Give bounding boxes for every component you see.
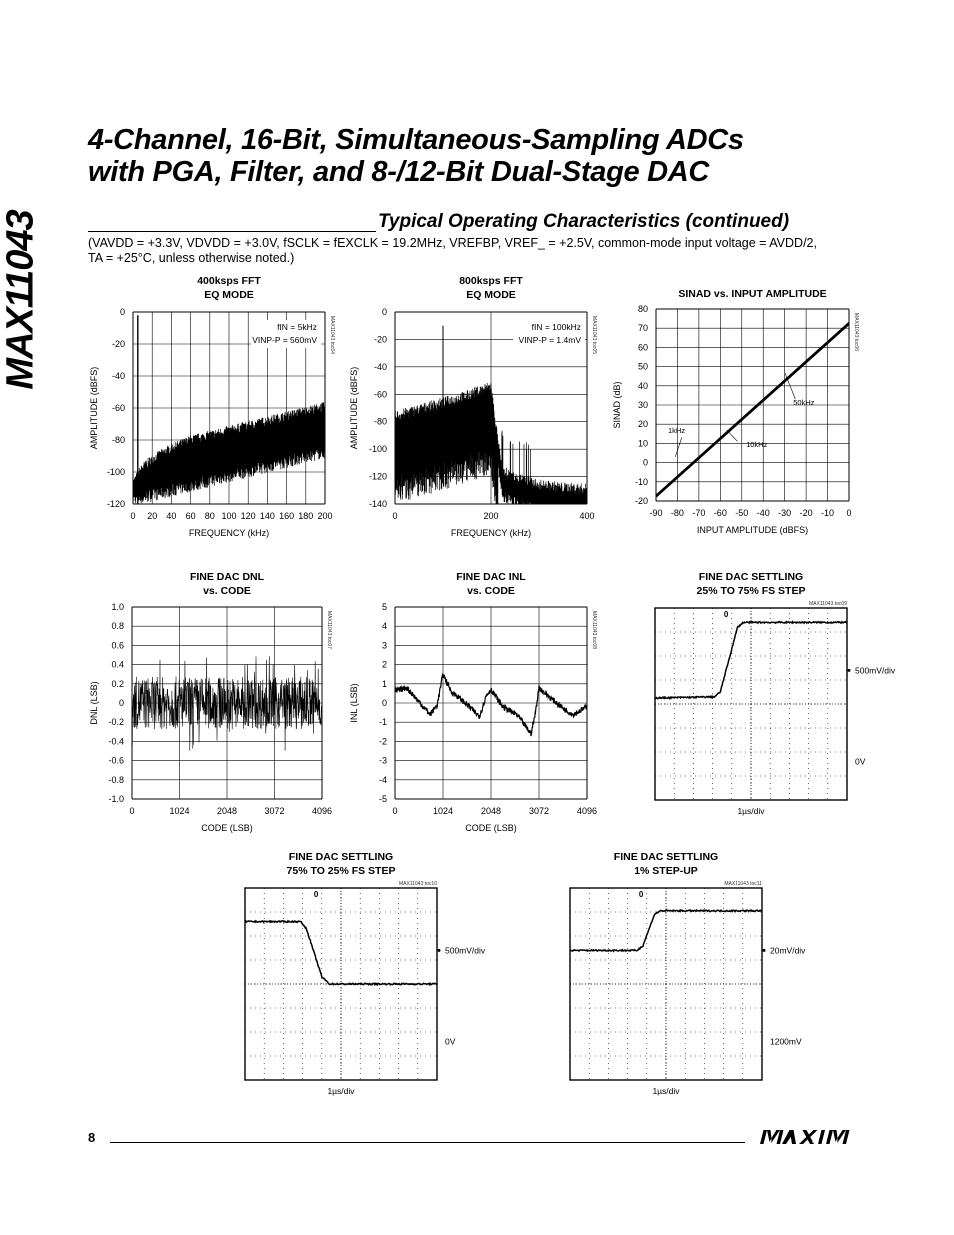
series-line-50kHz	[656, 322, 849, 495]
annotation-line: VINP-P = 560mV	[252, 335, 317, 345]
y-tick-label: 0.4	[111, 659, 124, 670]
x-axis-label: CODE (LSB)	[465, 823, 517, 833]
scale-marker	[848, 669, 851, 672]
chart-title-line: FINE DAC DNL	[189, 571, 265, 583]
y-tick-label: 2	[381, 659, 387, 670]
chart-fft-400ksps	[85, 272, 350, 542]
test-conditions	[88, 236, 868, 266]
y-tick-label: 60	[637, 342, 648, 353]
x-tick-label: -90	[649, 508, 663, 518]
chart-title-line: 75% TO 25% FS STEP	[286, 865, 396, 877]
x-tick-label: 120	[240, 511, 256, 521]
chart-title-line: 25% TO 75% FS STEP	[696, 585, 806, 597]
figure-code: MAX11043 toc04	[329, 316, 335, 354]
chart-title-line: vs. CODE	[203, 585, 251, 597]
x-tick-label: 100	[221, 511, 237, 521]
x-tick-label: 200	[317, 511, 333, 521]
y-tick-label: -20	[634, 496, 648, 506]
scale-label: 500mV/div	[445, 945, 486, 956]
logo-text: MAXIM	[812, 1142, 819, 1144]
chart-settling-25-75	[620, 568, 900, 826]
chart-settling-75-25	[210, 848, 490, 1106]
chart-title-line: 400ksps FFT	[197, 275, 261, 287]
y-tick-label: -20	[373, 334, 387, 345]
y-tick-label: 0	[642, 457, 648, 468]
chart-title-line: EQ MODE	[466, 289, 516, 301]
leader-line	[675, 438, 681, 457]
series-label-1khz: 1kHz	[668, 426, 686, 435]
y-tick-label: -1.0	[108, 794, 124, 804]
figure-code: MAX11043 toc07	[326, 611, 332, 649]
y-tick-label: 80	[637, 304, 648, 314]
figure-code: MAX11043 toc05	[591, 316, 597, 354]
x-axis-label: INPUT AMPLITUDE (dBFS)	[696, 525, 809, 535]
x-tick-label: 3072	[528, 806, 550, 816]
y-axis-label: DNL (LSB)	[89, 681, 99, 725]
y-axis-label: AMPLITUDE (dBFS)	[349, 366, 359, 450]
series-label-50khz: 50kHz	[793, 398, 815, 407]
y-tick-label: -120	[106, 499, 125, 509]
x-tick-label: -30	[778, 508, 792, 518]
x-tick-label: 3072	[264, 806, 285, 816]
annotation-line: fIN = 5kHz	[277, 322, 317, 332]
x-tick-label: -60	[713, 508, 727, 518]
x-tick-label: 2048	[216, 806, 238, 816]
chart-fine-dac-inl	[345, 568, 610, 838]
y-axis-label: AMPLITUDE (dBFS)	[89, 366, 99, 450]
y-tick-label: 0.6	[111, 640, 124, 651]
series-line-10kHz	[656, 323, 849, 496]
x-tick-label: -40	[756, 508, 770, 518]
test-conditions-line1: (VAVDD = +3.3V, VDVDD = +3.0V, fSCLK = fEXCLK = 19.2MHz, VREFBP, VREF_ = +2.5V, common-mode input voltage = AVDD/2,	[88, 236, 817, 250]
side-part-number-text: MAX11043	[0, 210, 42, 390]
y-tick-label: -0.4	[108, 736, 124, 747]
y-tick-label: -100	[106, 467, 125, 477]
x-tick-label: 200	[483, 511, 499, 521]
figure-code: MAX11043 toc08	[591, 611, 597, 649]
page-title	[88, 124, 888, 188]
x-tick-label: -70	[692, 508, 706, 518]
y-tick-label: 0	[119, 307, 125, 317]
x-tick-label: 2048	[480, 806, 502, 816]
y-tick-label: 1.0	[111, 602, 124, 612]
y-tick-label: -40	[111, 371, 125, 381]
figure-code: MAX11043 toc06	[853, 313, 859, 351]
y-tick-label: 5	[381, 602, 387, 612]
x-tick-label: -80	[670, 508, 684, 518]
y-tick-label: -3	[378, 755, 387, 766]
y-tick-label: 70	[637, 323, 648, 334]
trigger-marker: 0	[723, 610, 729, 619]
series-line-1kHz	[656, 324, 849, 497]
x-tick-label: 400	[579, 511, 595, 521]
y-tick-label: -60	[111, 403, 125, 413]
chart-title-line: FINE DAC SETTLING	[288, 851, 394, 863]
x-tick-label: 140	[259, 511, 275, 521]
chart-title-line: FINE DAC INL	[456, 571, 526, 583]
chart-title-line: 800ksps FFT	[459, 275, 523, 287]
y-tick-label: 40	[637, 380, 648, 391]
y-tick-label: -120	[368, 471, 387, 482]
y-tick-label: 0.2	[111, 678, 124, 689]
x-axis-label: FREQUENCY (kHz)	[450, 528, 532, 538]
y-tick-label: 10	[637, 438, 648, 449]
figure-code: MAX11043 toc11	[724, 881, 762, 887]
time-base-label: 1µs/div	[327, 1086, 355, 1096]
y-tick-label: 50	[637, 361, 648, 372]
x-tick-label: -20	[799, 508, 813, 518]
x-tick-label: 160	[279, 511, 295, 521]
y-tick-label: -0.2	[108, 717, 124, 728]
chart-title-line: FINE DAC SETTLING	[698, 571, 804, 583]
y-tick-label: -5	[378, 794, 387, 804]
y-tick-label: -80	[111, 435, 125, 445]
reference-label: 1200mV	[770, 1036, 802, 1047]
page-title-line2: with PGA, Filter, and 8-/12-Bit Dual-Stage DAC	[88, 156, 710, 188]
reference-label: 0V	[855, 756, 866, 767]
y-tick-label: 0.8	[111, 621, 124, 632]
annotation-line: fIN = 100kHz	[531, 322, 581, 332]
scale-marker	[763, 949, 766, 952]
reference-label: 0V	[445, 1036, 456, 1047]
x-tick-label: 4096	[576, 806, 598, 816]
y-tick-label: -20	[111, 339, 125, 349]
y-tick-label: -60	[373, 389, 387, 400]
chart-sinad-vs-amplitude	[608, 284, 868, 542]
scale-marker	[438, 949, 441, 952]
x-tick-label: 20	[147, 511, 158, 521]
leader-line	[727, 430, 738, 442]
x-tick-label: 1024	[169, 806, 190, 816]
y-tick-label: -0.8	[108, 774, 124, 785]
x-tick-label: 0	[129, 806, 135, 816]
chart-title-line: FINE DAC SETTLING	[613, 851, 719, 863]
trigger-marker: 0	[313, 890, 319, 899]
chart-title-line: vs. CODE	[467, 585, 515, 597]
y-tick-label: -4	[378, 774, 387, 785]
time-base-label: 1µs/div	[652, 1086, 680, 1096]
y-axis-label: INL (LSB)	[349, 683, 359, 723]
chart-settling-1pct	[535, 848, 815, 1106]
test-conditions-line2: TA = +25°C, unless otherwise noted.)	[88, 251, 295, 265]
y-tick-label: -40	[373, 361, 387, 372]
y-tick-label: 0	[381, 307, 387, 317]
x-tick-label: -50	[735, 508, 749, 518]
y-tick-label: -10	[634, 476, 648, 487]
y-tick-label: -140	[368, 499, 387, 509]
annotation-line: VINP-P = 1.4mV	[518, 335, 581, 345]
x-tick-label: 0	[392, 511, 398, 521]
maxim-logo	[758, 1128, 866, 1146]
x-tick-label: 180	[298, 511, 314, 521]
y-tick-label: 20	[637, 419, 648, 430]
chart-title-line: 1% STEP-UP	[634, 865, 698, 877]
x-tick-label: 4096	[311, 806, 333, 816]
y-tick-label: 30	[637, 400, 648, 410]
series-label-10khz: 10kHz	[746, 440, 768, 450]
y-tick-label: 0	[118, 698, 124, 708]
section-rule	[88, 231, 376, 232]
figure-code: MAX11043 toc09	[809, 601, 847, 607]
y-tick-label: -80	[373, 416, 387, 427]
chart-fine-dac-dnl	[85, 568, 350, 838]
scale-label: 20mV/div	[770, 945, 806, 956]
y-tick-label: 1	[381, 678, 387, 689]
trigger-marker: 0	[638, 890, 644, 899]
chart-fft-800ksps	[345, 272, 610, 542]
page-number: 8	[88, 1130, 96, 1145]
x-tick-label: 0	[130, 511, 136, 521]
chart-title-line: EQ MODE	[204, 289, 254, 301]
y-tick-label: -100	[368, 444, 387, 455]
y-tick-label: 4	[381, 621, 387, 632]
y-tick-label: -2	[378, 736, 387, 747]
x-axis-label: CODE (LSB)	[201, 823, 253, 833]
time-base-label: 1µs/div	[737, 806, 765, 816]
scale-label: 500mV/div	[855, 665, 896, 676]
y-tick-label: 3	[381, 640, 387, 651]
x-tick-label: 1024	[432, 806, 454, 816]
y-tick-label: 0	[381, 698, 387, 708]
y-axis-label: SINAD (dB)	[612, 381, 622, 429]
chart-title-line: SINAD vs. INPUT AMPLITUDE	[678, 288, 827, 300]
x-tick-label: 0	[392, 806, 398, 816]
y-tick-label: -1	[378, 717, 387, 728]
x-tick-label: -10	[821, 508, 835, 518]
page-title-line1: 4-Channel, 16-Bit, Simultaneous-Sampling ADCs	[88, 124, 744, 156]
x-tick-label: 60	[185, 511, 196, 521]
footer-rule	[110, 1142, 745, 1143]
x-tick-label: 80	[204, 511, 215, 521]
x-tick-label: 40	[166, 511, 177, 521]
x-tick-label: 0	[846, 508, 852, 518]
y-tick-label: -0.6	[108, 755, 124, 766]
side-part-number	[0, 200, 62, 400]
figure-code: MAX11043 toc10	[399, 881, 437, 887]
x-axis-label: FREQUENCY (kHz)	[188, 528, 270, 538]
section-title: Typical Operating Characteristics (continued)	[378, 211, 790, 232]
